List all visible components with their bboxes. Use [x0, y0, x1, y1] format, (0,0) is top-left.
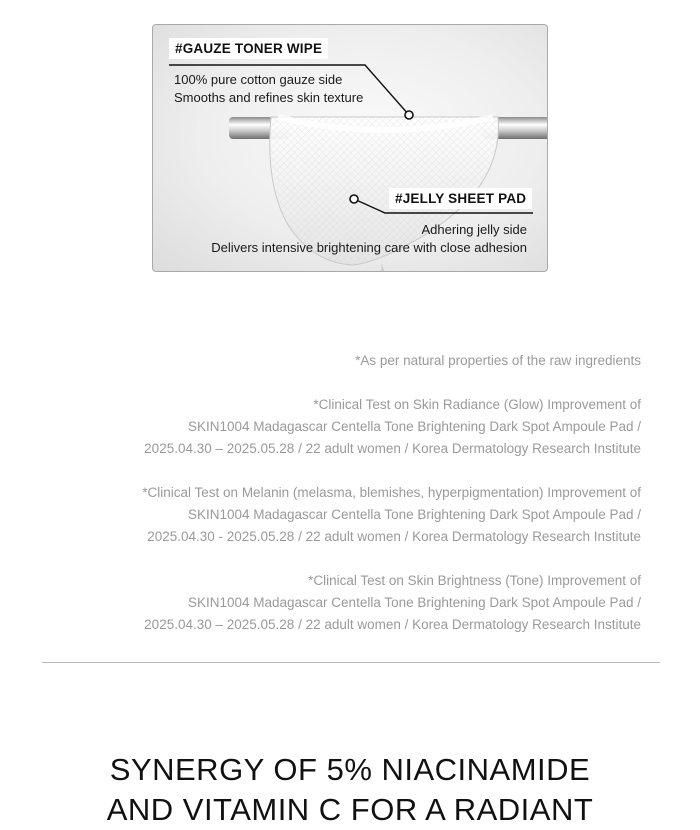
section-divider: [42, 662, 660, 663]
footnote-line: *As per natural properties of the raw ingredients: [355, 353, 641, 368]
jelly-description: [211, 221, 527, 257]
footnote-line: SKIN1004 Madagascar Centella Tone Brightening Dark Spot Ampoule Pad /: [187, 419, 641, 434]
gauze-tag: #GAUZE TONER WIPE: [169, 38, 328, 59]
gauze-desc-line: Smooths and refines skin texture: [174, 90, 364, 105]
headline-line: SYNERGY OF 5% NIACINAMIDE: [109, 752, 591, 787]
footnote-line: SKIN1004 Madagascar Centella Tone Brightening Dark Spot Ampoule Pad /: [187, 595, 641, 610]
footnote-line: *Clinical Test on Skin Brightness (Tone) Improvement of: [308, 573, 641, 588]
drip-shape: [379, 261, 385, 272]
pad-structure-figure: [152, 24, 548, 272]
section-headline: [0, 750, 700, 830]
jelly-tag: #JELLY SHEET PAD: [389, 188, 532, 209]
footnote-line: SKIN1004 Madagascar Centella Tone Brightening Dark Spot Ampoule Pad /: [187, 507, 641, 522]
footnote-test: [41, 570, 641, 636]
footnote-line: *Clinical Test on Skin Radiance (Glow) Improvement of: [313, 397, 641, 412]
jelly-desc-line: Adhering jelly side: [421, 222, 527, 237]
footnotes: [41, 350, 641, 658]
footnote-natural: [41, 350, 641, 372]
gauze-callout-dot: [405, 111, 413, 119]
footnote-line: *Clinical Test on Melanin (melasma, blemishes, hyperpigmentation) Improvement of: [142, 485, 641, 500]
footnote-line: 2025.04.30 - 2025.05.28 / 22 adult women / Korea Dermatology Research Institute: [147, 529, 641, 544]
jelly-desc-line: Delivers intensive brightening care with close adhesion: [211, 240, 527, 255]
footnote-line: 2025.04.30 – 2025.05.28 / 22 adult women / Korea Dermatology Research Institute: [144, 617, 641, 632]
gauze-description: [174, 71, 363, 107]
gauze-desc-line: 100% pure cotton gauze side: [174, 72, 343, 87]
footnote-test: [41, 394, 641, 460]
footnote-test: [41, 482, 641, 548]
jelly-callout-dot: [350, 195, 358, 203]
footnote-line: 2025.04.30 – 2025.05.28 / 22 adult women / Korea Dermatology Research Institute: [144, 441, 641, 456]
headline-line: AND VITAMIN C FOR A RADIANT: [106, 792, 594, 827]
